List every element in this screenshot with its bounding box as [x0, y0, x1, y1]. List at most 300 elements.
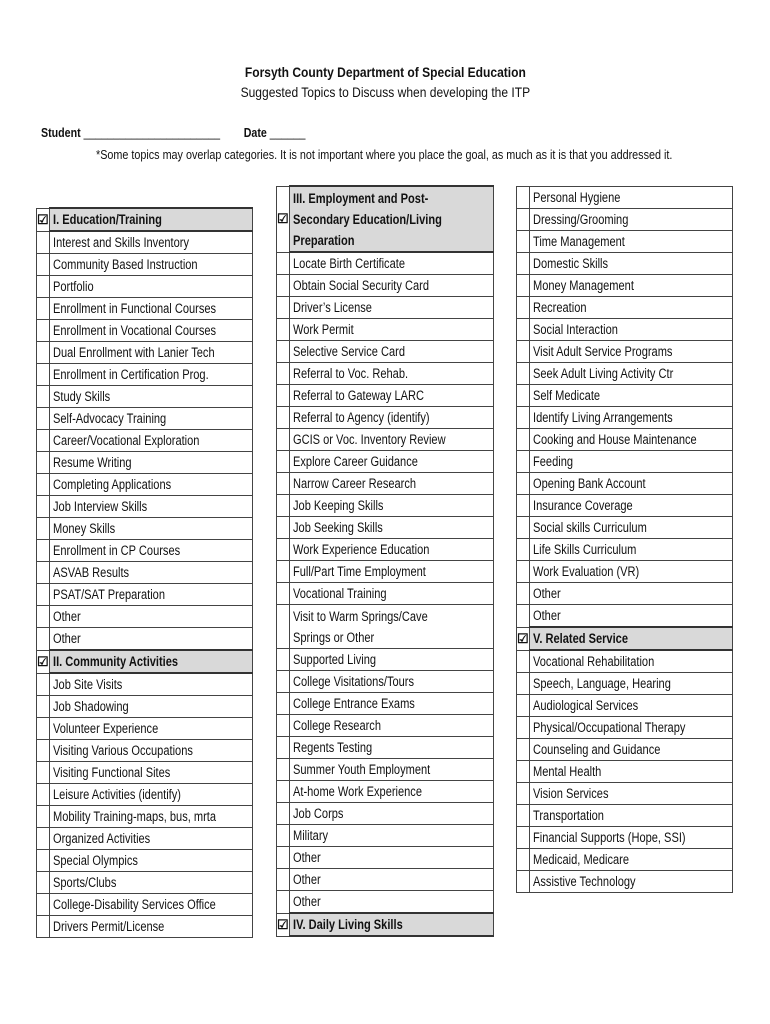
topic-label: [289, 605, 493, 649]
topic-row: [37, 872, 253, 894]
topic-row: [37, 673, 253, 696]
topic-checkbox[interactable]: [277, 583, 290, 605]
topic-checkbox[interactable]: [37, 562, 50, 584]
topic-label: [289, 781, 493, 803]
section-header-row: [277, 913, 494, 936]
topic-row: [277, 473, 494, 495]
label-text-speech-language-hearing: Speech, Language, Hearing: [532, 675, 671, 691]
label-text-summer-youth-employment: Summer Youth Employment: [292, 761, 430, 777]
topic-checkbox[interactable]: [277, 341, 290, 363]
label-text-other: Other: [532, 607, 561, 623]
label-text-regents-testing: Regents Testing: [292, 739, 372, 755]
topic-checkbox[interactable]: [277, 451, 290, 473]
topic-row: [517, 187, 733, 209]
topic-row: [37, 342, 253, 364]
topic-row: [517, 363, 733, 385]
topic-label: [529, 341, 733, 363]
topic-checkbox[interactable]: [37, 298, 50, 320]
section-title: [289, 186, 493, 252]
topic-row: [277, 275, 494, 297]
topic-row: [37, 606, 253, 628]
topic-label: [49, 606, 252, 628]
topic-checkbox[interactable]: [517, 539, 530, 561]
label-text-job-keeping-skills: Job Keeping Skills: [292, 497, 384, 513]
topic-label: [289, 495, 493, 517]
topic-label: [289, 252, 493, 275]
label-text-job-corps: Job Corps: [292, 805, 344, 821]
label-text-physical-occupational-therapy: Physical/Occupational Therapy: [532, 719, 686, 735]
topic-label: [289, 891, 493, 914]
topic-checkbox[interactable]: [517, 429, 530, 451]
section-checkbox[interactable]: ☑: [277, 913, 290, 936]
topic-label: [49, 386, 252, 408]
topic-checkbox[interactable]: [517, 517, 530, 539]
topic-row: [277, 737, 494, 759]
topic-checkbox[interactable]: [277, 693, 290, 715]
topic-row: [37, 718, 253, 740]
label-text-ii-community-activities: II. Community Activities: [52, 653, 178, 669]
topic-row: [277, 517, 494, 539]
topic-checkbox[interactable]: [277, 759, 290, 781]
topic-row: [517, 341, 733, 363]
label-text-financial-supports-hope-ssi: Financial Supports (Hope, SSI): [532, 829, 686, 845]
topic-label: [49, 496, 252, 518]
label-text-psat-sat-preparation: PSAT/SAT Preparation: [52, 586, 165, 602]
topic-row: [277, 561, 494, 583]
label-text-supported-living: Supported Living: [292, 651, 376, 667]
topic-label: [49, 430, 252, 452]
topic-checkbox[interactable]: [37, 584, 50, 606]
topic-row: [277, 759, 494, 781]
label-text-asvab-results: ASVAB Results: [52, 564, 129, 580]
topic-label: [529, 473, 733, 495]
topic-label: [49, 784, 252, 806]
label-text-other: Other: [52, 608, 81, 624]
topic-label: [289, 583, 493, 605]
topic-label: [529, 539, 733, 561]
topic-row: [517, 761, 733, 783]
topic-row: [277, 252, 494, 275]
topic-row: [277, 825, 494, 847]
topic-label: [529, 561, 733, 583]
topic-checkbox[interactable]: [517, 849, 530, 871]
topic-checkbox[interactable]: [37, 496, 50, 518]
topic-row: [517, 805, 733, 827]
topic-label: [49, 806, 252, 828]
topic-row: [37, 894, 253, 916]
topic-checkbox[interactable]: [517, 473, 530, 495]
topic-row: [37, 452, 253, 474]
label-text-other: Other: [292, 893, 321, 909]
topic-checkbox[interactable]: [277, 847, 290, 869]
topic-row: [37, 584, 253, 606]
label-text-college-disability-services-office: College-Disability Services Office: [52, 896, 216, 912]
topic-label: [529, 605, 733, 628]
topic-label: [49, 628, 252, 651]
topic-row: [37, 762, 253, 784]
topic-label: [49, 828, 252, 850]
topic-checkbox[interactable]: [37, 894, 50, 916]
student-field[interactable]: _______________________: [83, 125, 221, 140]
topic-checkbox[interactable]: [517, 407, 530, 429]
topic-row: [517, 451, 733, 473]
topic-row: [517, 319, 733, 341]
topic-checkbox[interactable]: [277, 363, 290, 385]
section-checkbox[interactable]: ☑: [517, 627, 530, 650]
topic-label: [289, 825, 493, 847]
topic-label: [289, 517, 493, 539]
section-title: [49, 208, 252, 231]
topic-row: [277, 297, 494, 319]
topic-checkbox[interactable]: [277, 869, 290, 891]
topic-label: [529, 253, 733, 275]
topic-checkbox[interactable]: [277, 473, 290, 495]
section-title: [49, 650, 252, 673]
topic-row: [277, 715, 494, 737]
topic-checkbox[interactable]: [517, 209, 530, 231]
topic-checkbox[interactable]: [517, 695, 530, 717]
label-text-enrollment-in-cp-courses: Enrollment in CP Courses: [52, 542, 180, 558]
topic-row: [517, 385, 733, 407]
topic-checkbox[interactable]: [277, 495, 290, 517]
topic-row: [517, 297, 733, 319]
label-text-obtain-social-security-card: Obtain Social Security Card: [292, 277, 429, 293]
topic-label: [289, 561, 493, 583]
topic-label: [49, 894, 252, 916]
topic-checkbox[interactable]: [277, 517, 290, 539]
topic-checkbox[interactable]: [277, 275, 290, 297]
topic-label: [49, 540, 252, 562]
topic-row: [37, 916, 253, 938]
label-text-audiological-services: Audiological Services: [532, 697, 638, 713]
topic-label: [289, 649, 493, 671]
topic-checkbox[interactable]: [517, 187, 530, 209]
topic-checkbox[interactable]: [37, 364, 50, 386]
topic-checkbox[interactable]: [37, 320, 50, 342]
topic-checkbox[interactable]: [277, 252, 290, 275]
topic-checkbox[interactable]: [37, 540, 50, 562]
employment-daily-living-column: [276, 185, 494, 937]
topic-checkbox[interactable]: [517, 717, 530, 739]
topic-checkbox[interactable]: [517, 761, 530, 783]
topic-label: [529, 673, 733, 695]
label-text-enrollment-in-functional-courses: Enrollment in Functional Courses: [52, 300, 216, 316]
topic-checkbox[interactable]: [37, 276, 50, 298]
topic-label: [49, 364, 252, 386]
label-text-interest-and-skills-inventory: Interest and Skills Inventory: [52, 234, 189, 250]
topic-checkbox[interactable]: [37, 828, 50, 850]
topic-checkbox[interactable]: [517, 583, 530, 605]
label-text-other: Other: [52, 630, 81, 646]
label-text-i-education-training: I. Education/Training: [52, 211, 162, 227]
label-text-organized-activities: Organized Activities: [52, 830, 150, 846]
label-text-special-olympics: Special Olympics: [52, 852, 138, 868]
topic-checkbox[interactable]: [517, 385, 530, 407]
topic-checkbox[interactable]: [277, 561, 290, 583]
topic-label: [289, 341, 493, 363]
topic-label: [49, 342, 252, 364]
topic-checkbox[interactable]: [277, 385, 290, 407]
topic-label: [289, 319, 493, 341]
topic-row: [277, 539, 494, 561]
topic-checkbox[interactable]: [37, 916, 50, 938]
topic-row: [37, 540, 253, 562]
topic-checkbox[interactable]: [277, 539, 290, 561]
label-text-money-skills: Money Skills: [52, 520, 115, 536]
section-header-row: [277, 186, 494, 252]
topic-checkbox[interactable]: [277, 407, 290, 429]
topic-checkbox[interactable]: [517, 871, 530, 893]
topic-label: [289, 759, 493, 781]
label-text-resume-writing: Resume Writing: [52, 454, 132, 470]
topic-row: [517, 605, 733, 628]
topic-checkbox[interactable]: [517, 253, 530, 275]
label-text-college-entrance-exams: College Entrance Exams: [292, 695, 415, 711]
topic-label: [49, 562, 252, 584]
label-text-life-skills-curriculum: Life Skills Curriculum: [532, 541, 637, 557]
topic-label: [289, 737, 493, 759]
overlap-note: *Some topics may overlap categories. It is not important where you place the goal, as much as it is that you addressed it.: [96, 147, 673, 162]
topic-row: [277, 847, 494, 869]
topic-checkbox[interactable]: [517, 561, 530, 583]
label-text-at-home-work-experience: At-home Work Experience: [292, 783, 422, 799]
topic-label: [289, 715, 493, 737]
label-text-transportation: Transportation: [532, 807, 604, 823]
topic-label: [529, 429, 733, 451]
label-text-sports-clubs: Sports/Clubs: [52, 874, 117, 890]
student-date-line: [41, 125, 305, 140]
label-text-self-advocacy-training: Self-Advocacy Training: [52, 410, 166, 426]
label-text-visit-to-warm-springs-cave-springs-or-other: Visit to Warm Springs/Cave Springs or Other: [292, 608, 428, 645]
label-text-job-site-visits: Job Site Visits: [52, 676, 122, 692]
topic-checkbox[interactable]: [277, 737, 290, 759]
topic-checkbox[interactable]: [37, 606, 50, 628]
topic-row: [517, 871, 733, 893]
topic-row: [37, 320, 253, 342]
label-text-portfolio: Portfolio: [52, 278, 94, 294]
topic-row: [37, 696, 253, 718]
topic-label: [289, 363, 493, 385]
label-text-dressing-grooming: Dressing/Grooming: [532, 211, 629, 227]
label-text-completing-applications: Completing Applications: [52, 476, 171, 492]
topic-checkbox[interactable]: [517, 297, 530, 319]
label-text-counseling-and-guidance: Counseling and Guidance: [532, 741, 661, 757]
label-text-vocational-training: Vocational Training: [292, 585, 387, 601]
topic-label: [49, 254, 252, 276]
topic-row: [517, 407, 733, 429]
topic-row: [517, 849, 733, 871]
topic-checkbox[interactable]: [37, 408, 50, 430]
label-text-cooking-and-house-maintenance: Cooking and House Maintenance: [532, 431, 697, 447]
topic-checkbox[interactable]: [517, 805, 530, 827]
label-text-job-interview-skills: Job Interview Skills: [52, 498, 147, 514]
label-text-drivers-permit-license: Drivers Permit/License: [52, 918, 165, 934]
document-header: [0, 62, 770, 102]
section-header-row: [37, 650, 253, 673]
topic-row: [277, 319, 494, 341]
topic-label: [49, 718, 252, 740]
topic-checkbox[interactable]: [37, 872, 50, 894]
topic-row: [37, 518, 253, 540]
topic-checkbox[interactable]: [517, 341, 530, 363]
topic-row: [277, 495, 494, 517]
topic-checkbox[interactable]: [517, 650, 530, 673]
topic-checkbox[interactable]: [517, 673, 530, 695]
topic-checkbox[interactable]: [517, 319, 530, 341]
topic-checkbox[interactable]: [277, 649, 290, 671]
topic-row: [517, 517, 733, 539]
topic-label: [49, 231, 252, 254]
topic-label: [529, 583, 733, 605]
topic-checkbox[interactable]: [277, 605, 290, 649]
label-text-money-management: Money Management: [532, 277, 634, 293]
label-text-self-medicate: Self Medicate: [532, 387, 600, 403]
label-text-volunteer-experience: Volunteer Experience: [52, 720, 158, 736]
label-text-job-shadowing: Job Shadowing: [52, 698, 129, 714]
label-text-work-experience-education: Work Experience Education: [292, 541, 430, 557]
topic-label: [289, 451, 493, 473]
topic-checkbox[interactable]: [277, 715, 290, 737]
topic-row: [37, 740, 253, 762]
topic-checkbox[interactable]: [37, 628, 50, 651]
topic-checkbox[interactable]: [277, 803, 290, 825]
label-text-enrollment-in-vocational-courses: Enrollment in Vocational Courses: [52, 322, 216, 338]
topic-checkbox[interactable]: [37, 784, 50, 806]
topic-checkbox[interactable]: [277, 319, 290, 341]
topic-label: [529, 650, 733, 673]
topic-label: [529, 275, 733, 297]
label-text-medicaid-medicare: Medicaid, Medicare: [532, 851, 629, 867]
topic-checkbox[interactable]: [517, 451, 530, 473]
label-text-vocational-rehabilitation: Vocational Rehabilitation: [532, 653, 654, 669]
topic-checkbox[interactable]: [517, 495, 530, 517]
topic-row: [277, 891, 494, 914]
label-text-dual-enrollment-with-lanier-tech: Dual Enrollment with Lanier Tech: [52, 344, 215, 360]
topic-label: [49, 850, 252, 872]
topic-checkbox[interactable]: [277, 671, 290, 693]
topic-label: [529, 761, 733, 783]
label-text-personal-hygiene: Personal Hygiene: [532, 189, 621, 205]
topic-row: [517, 561, 733, 583]
label-text-insurance-coverage: Insurance Coverage: [532, 497, 633, 513]
topic-checkbox[interactable]: [277, 429, 290, 451]
section-checkbox[interactable]: ☑: [277, 186, 290, 252]
topic-checkbox[interactable]: [37, 452, 50, 474]
topic-checkbox[interactable]: [37, 673, 50, 696]
topic-label: [49, 298, 252, 320]
topic-checkbox[interactable]: [517, 275, 530, 297]
label-text-narrow-career-research: Narrow Career Research: [292, 475, 416, 491]
label-text-visiting-various-occupations: Visiting Various Occupations: [52, 742, 193, 758]
topic-label: [49, 474, 252, 496]
label-text-iv-daily-living-skills: IV. Daily Living Skills: [292, 916, 403, 932]
section-checkbox[interactable]: ☑: [37, 650, 50, 673]
topic-checkbox[interactable]: [277, 891, 290, 914]
topic-row: [277, 781, 494, 803]
label-text-study-skills: Study Skills: [52, 388, 110, 404]
topic-checkbox[interactable]: [277, 781, 290, 803]
topic-checkbox[interactable]: [37, 231, 50, 254]
topic-row: [517, 253, 733, 275]
section-checkbox[interactable]: ☑: [37, 208, 50, 231]
label-text-opening-bank-account: Opening Bank Account: [532, 475, 646, 491]
topic-label: [49, 408, 252, 430]
topic-checkbox[interactable]: [517, 605, 530, 628]
topic-checkbox[interactable]: [37, 762, 50, 784]
topic-checkbox[interactable]: [277, 297, 290, 319]
label-text-referral-to-agency-identify: Referral to Agency (identify): [292, 409, 430, 425]
topic-row: [277, 363, 494, 385]
topic-label: [49, 673, 252, 696]
topic-label: [289, 275, 493, 297]
topic-row: [517, 275, 733, 297]
document-subtitle: Suggested Topics to Discuss when developing the ITP: [240, 84, 530, 100]
topic-checkbox[interactable]: [517, 783, 530, 805]
topic-label: [289, 803, 493, 825]
topic-row: [277, 693, 494, 715]
topic-checkbox[interactable]: [37, 430, 50, 452]
topic-row: [37, 231, 253, 254]
label-text-seek-adult-living-activity-ctr: Seek Adult Living Activity Ctr: [532, 365, 673, 381]
topic-label: [529, 805, 733, 827]
topic-checkbox[interactable]: [517, 231, 530, 253]
label-text-referral-to-voc-rehab: Referral to Voc. Rehab.: [292, 365, 408, 381]
topic-checkbox[interactable]: [37, 386, 50, 408]
topic-label: [289, 847, 493, 869]
topic-label: [49, 872, 252, 894]
label-text-locate-birth-certificate: Locate Birth Certificate: [292, 255, 405, 271]
topic-checkbox[interactable]: [37, 518, 50, 540]
topic-checkbox[interactable]: [517, 739, 530, 761]
topic-checkbox[interactable]: [37, 254, 50, 276]
label-text-v-related-service: V. Related Service: [532, 630, 628, 646]
topic-label: [49, 276, 252, 298]
topic-checkbox[interactable]: [37, 696, 50, 718]
topic-checkbox[interactable]: [517, 363, 530, 385]
topic-row: [517, 429, 733, 451]
section-header-row: [37, 208, 253, 231]
topic-checkbox[interactable]: [517, 827, 530, 849]
label-text-mobility-training-maps-bus-mrta: Mobility Training-maps, bus, mrta: [52, 808, 216, 824]
topic-row: [277, 605, 494, 649]
label-text-referral-to-gateway-larc: Referral to Gateway LARC: [292, 387, 424, 403]
label-text-vision-services: Vision Services: [532, 785, 609, 801]
topic-row: [517, 209, 733, 231]
topic-checkbox[interactable]: [37, 474, 50, 496]
topic-checkbox[interactable]: [277, 825, 290, 847]
topic-label: [49, 320, 252, 342]
topic-label: [529, 231, 733, 253]
topic-checkbox[interactable]: [37, 740, 50, 762]
section-header-row: [517, 627, 733, 650]
topic-row: [277, 341, 494, 363]
topic-checkbox[interactable]: [37, 850, 50, 872]
topic-row: [517, 583, 733, 605]
label-text-other: Other: [292, 871, 321, 887]
topic-label: [529, 717, 733, 739]
topic-checkbox[interactable]: [37, 806, 50, 828]
topic-checkbox[interactable]: [37, 342, 50, 364]
topic-row: [517, 495, 733, 517]
label-text-iii-employment-and-post-secondary-education-living-preparation: III. Employment and Post-Secondary Education/Living Preparation: [292, 190, 442, 248]
topic-checkbox[interactable]: [37, 718, 50, 740]
topic-label: [529, 363, 733, 385]
topic-label: [289, 671, 493, 693]
topic-row: [37, 364, 253, 386]
topic-label: [529, 451, 733, 473]
topic-row: [517, 783, 733, 805]
date-field[interactable]: ______: [269, 125, 306, 140]
